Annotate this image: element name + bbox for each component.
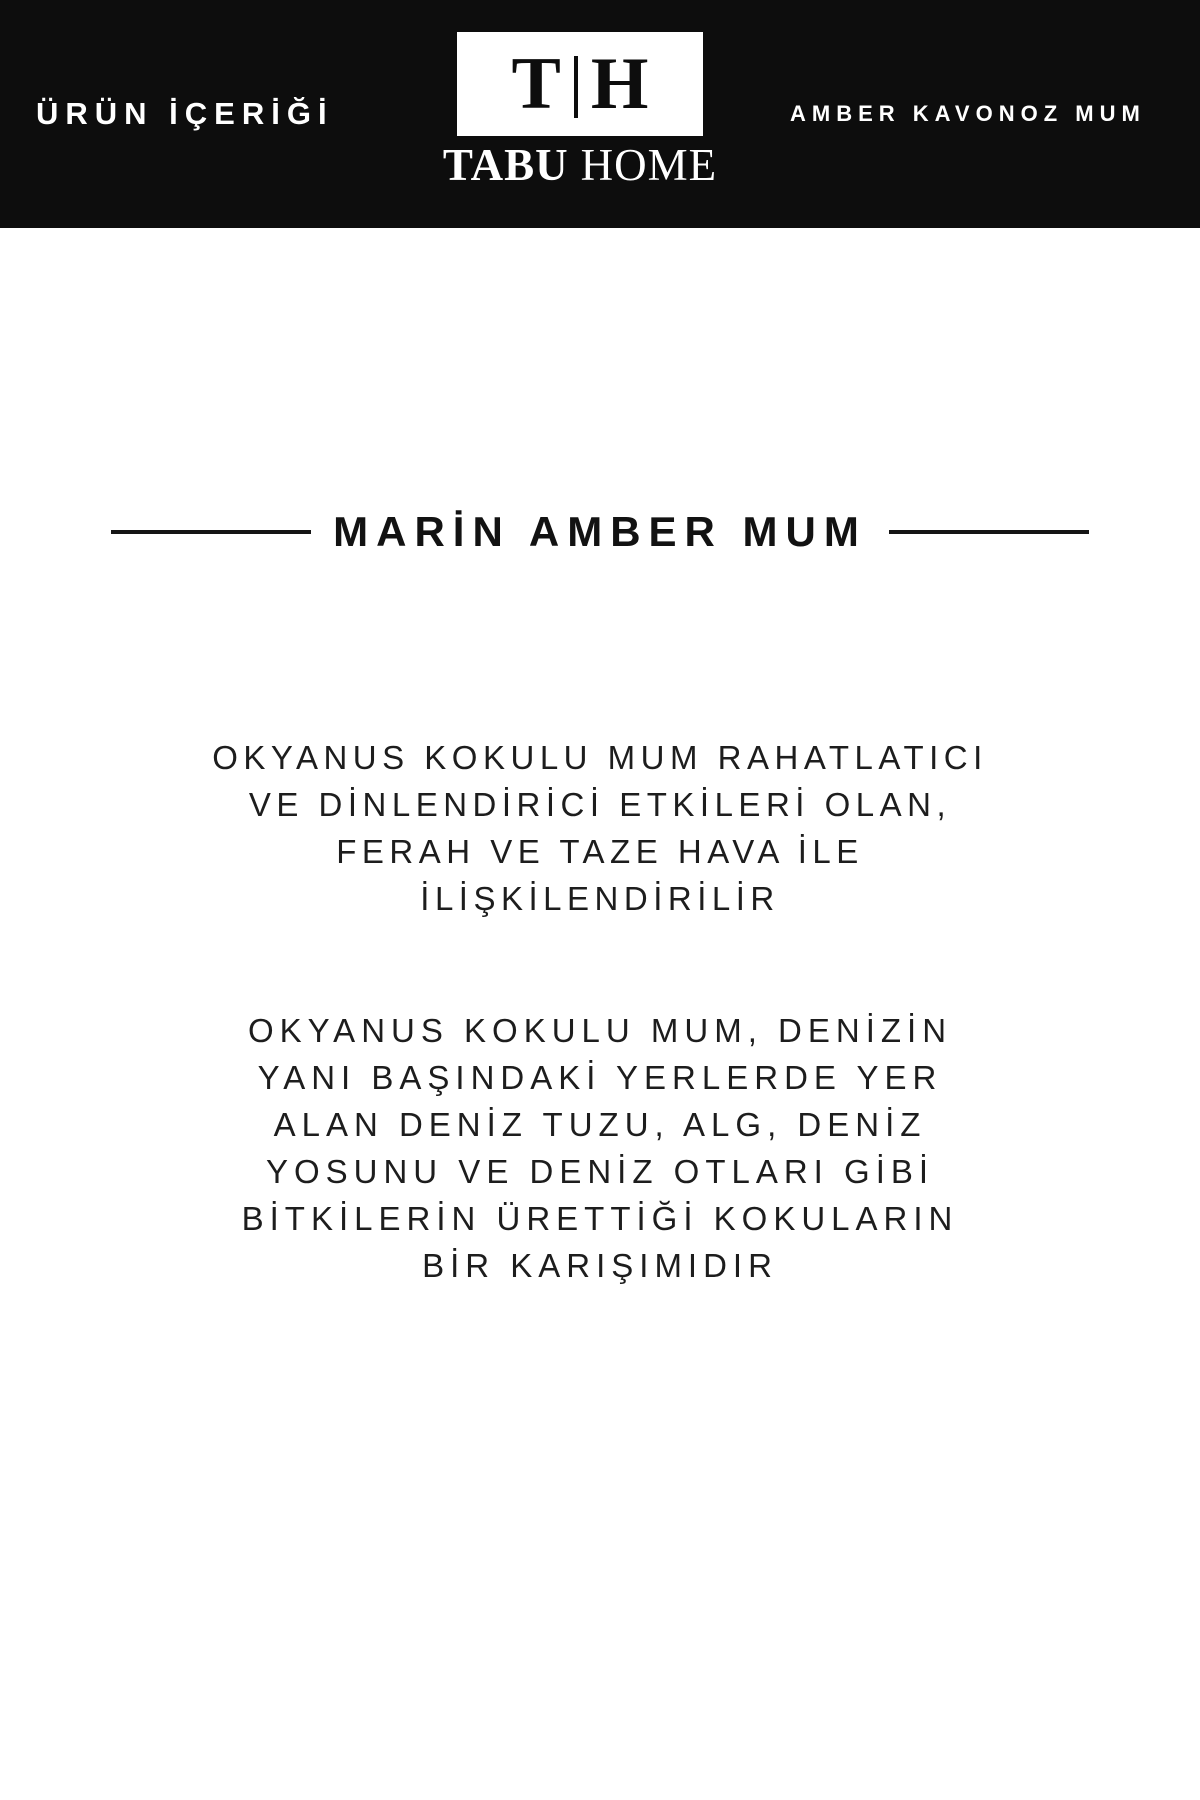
paragraph-line: VE DİNLENDİRİCİ ETKİLERİ OLAN, bbox=[248, 785, 952, 823]
paragraph-line: OKYANUS KOKULU MUM RAHATLATICI bbox=[212, 739, 988, 776]
paragraph-line: FERAH VE TAZE HAVA İLE bbox=[336, 832, 864, 870]
header-left-label: ÜRÜN İÇERİĞİ bbox=[36, 96, 334, 131]
monogram-divider-icon bbox=[574, 56, 578, 118]
title-rule-right bbox=[889, 530, 1089, 534]
paragraph-line: BİR KARIŞIMIDIR bbox=[422, 1246, 778, 1284]
brand-word-secondary: HOME bbox=[580, 140, 718, 190]
section-title-row bbox=[0, 508, 1200, 556]
monogram-letter-t: T bbox=[511, 43, 561, 125]
paragraph-line: YANI BAŞINDAKİ YERLERDE YER bbox=[257, 1059, 943, 1097]
paragraph-line: OKYANUS KOKULU MUM, DENİZİN bbox=[247, 1012, 953, 1050]
brand-monogram bbox=[511, 43, 649, 125]
paragraph-line: İLİŞKİLENDİRİLİR bbox=[420, 879, 780, 917]
body-content bbox=[0, 735, 1200, 1290]
paragraph-line: ALAN DENİZ TUZU, ALG, DENİZ bbox=[273, 1106, 927, 1144]
page-header bbox=[0, 0, 1200, 228]
brand-wordmark bbox=[442, 140, 718, 190]
paragraph-line: YOSUNU VE DENİZ OTLARI GİBİ bbox=[265, 1153, 935, 1191]
header-right-label: AMBER KAVONOZ MUM bbox=[790, 101, 1146, 126]
brand-monogram-box bbox=[457, 32, 703, 136]
monogram-letter-h: H bbox=[590, 43, 649, 125]
brand-word-primary: TABU bbox=[442, 140, 569, 190]
page-title: MARİN AMBER MUM bbox=[333, 508, 867, 555]
title-rule-left bbox=[111, 530, 311, 534]
description-paragraph-2 bbox=[100, 1008, 1100, 1289]
brand-logo bbox=[443, 32, 717, 188]
paragraph-line: BİTKİLERİN ÜRETTİĞİ KOKULARIN bbox=[241, 1199, 959, 1237]
description-paragraph-1 bbox=[100, 735, 1100, 922]
